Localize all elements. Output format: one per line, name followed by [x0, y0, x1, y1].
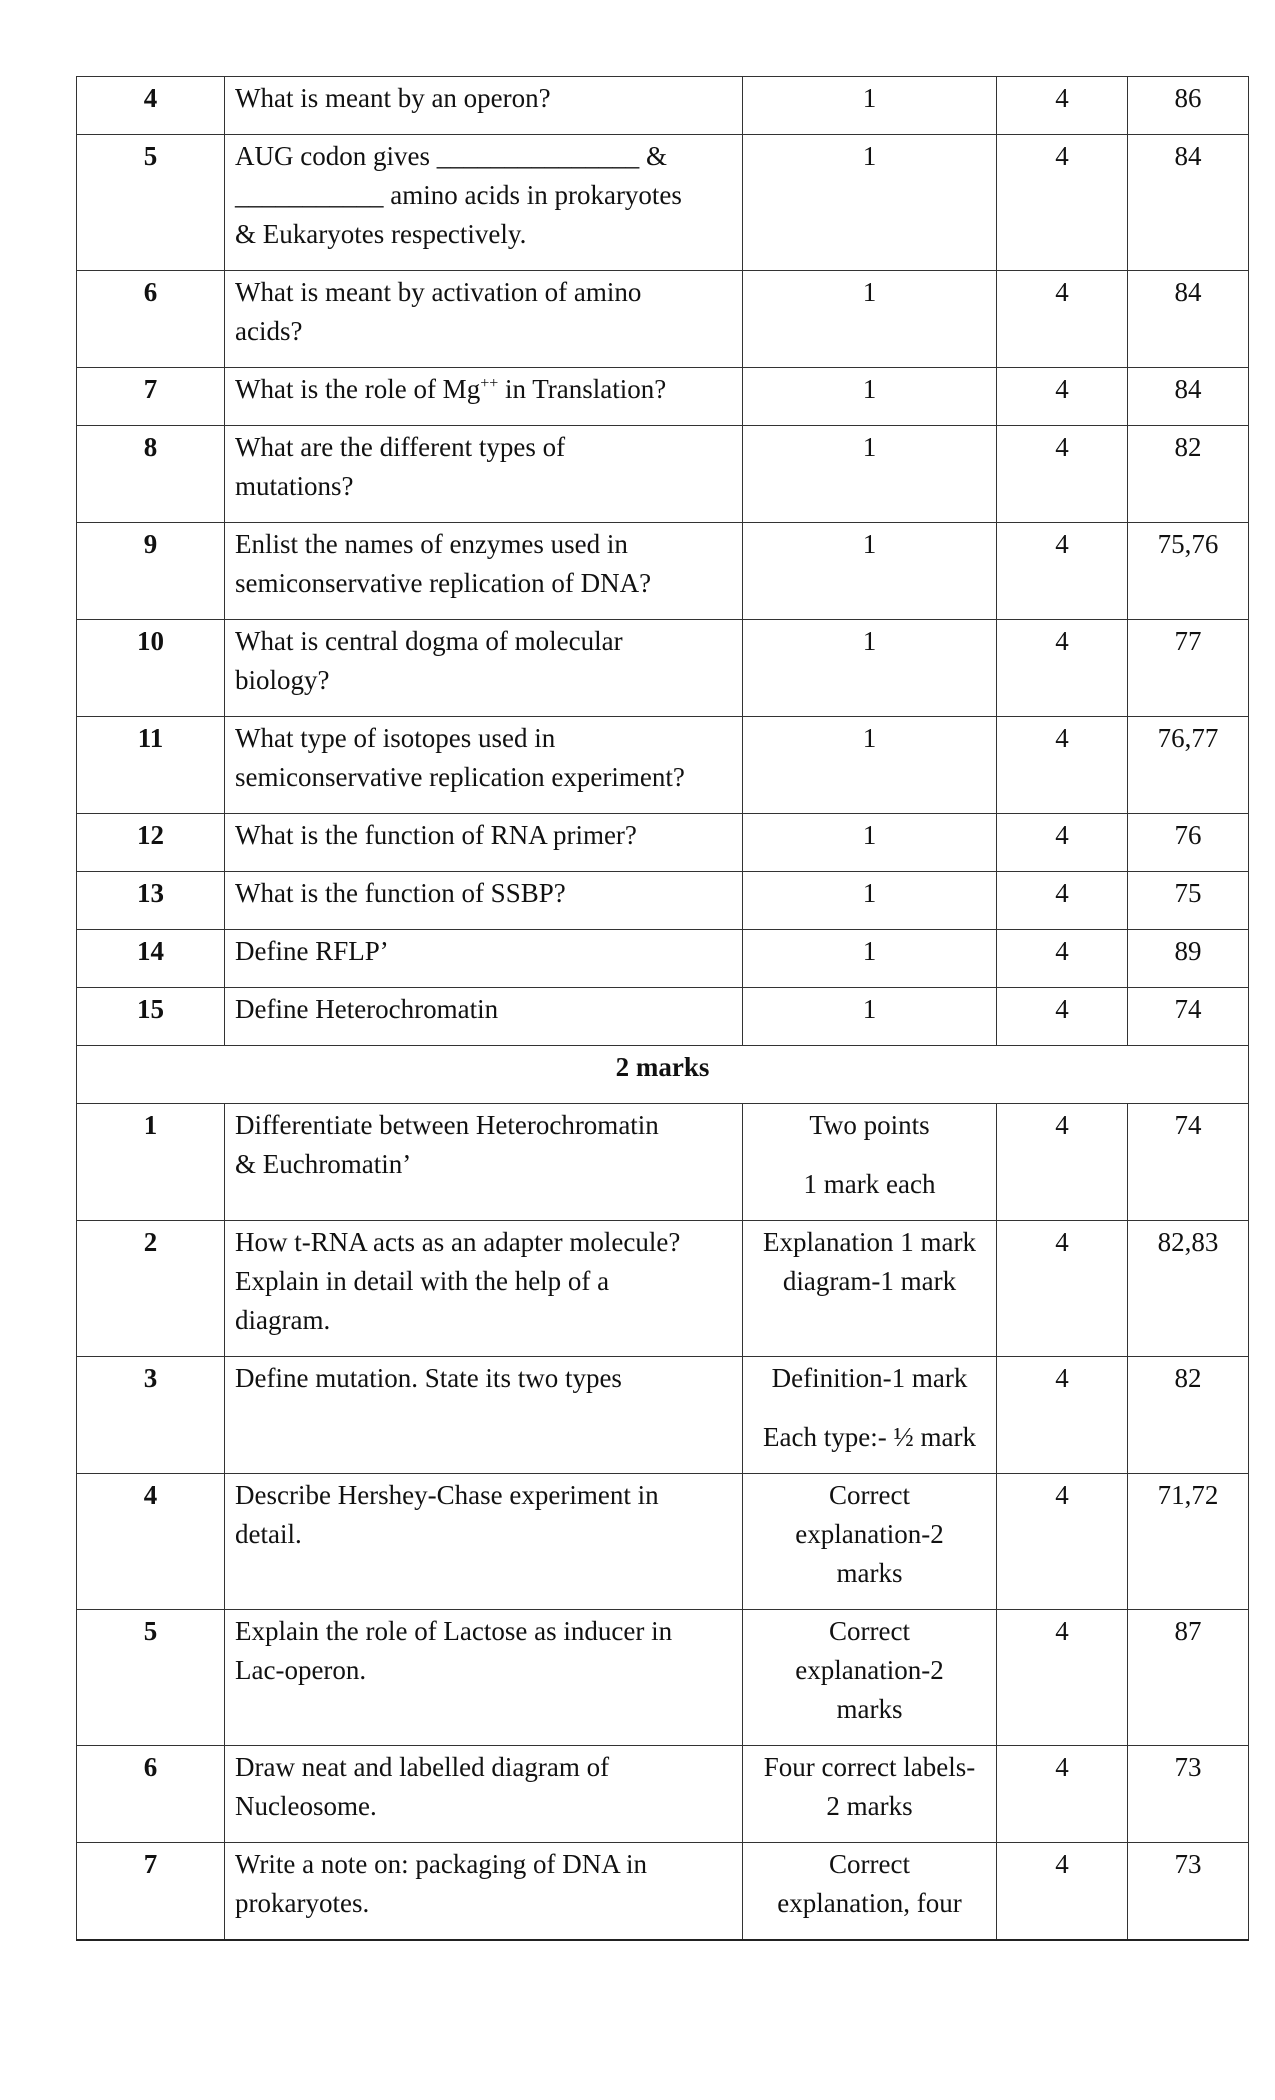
table-row	[77, 1474, 1249, 1610]
question-line: Describe Hershey-Chase experiment in	[235, 1480, 659, 1510]
page-cell: 71,72	[1128, 1474, 1249, 1610]
unit-cell: 4	[997, 988, 1128, 1046]
question-number: 2	[77, 1221, 225, 1357]
page-cell: 82,83	[1128, 1221, 1249, 1357]
question-number: 13	[77, 872, 225, 930]
question-text	[225, 426, 743, 523]
marks-cell: 1	[743, 930, 997, 988]
table-row	[77, 523, 1249, 620]
question-text	[225, 620, 743, 717]
marks-cell: 1	[743, 135, 997, 271]
table-row	[77, 1221, 1249, 1357]
page-cell: 73	[1128, 1843, 1249, 1941]
question-text	[225, 1746, 743, 1843]
marking-scheme	[743, 1474, 997, 1610]
marking-scheme	[743, 1843, 997, 1941]
marks-cell: 1	[743, 717, 997, 814]
table-row	[77, 814, 1249, 872]
page-cell: 76,77	[1128, 717, 1249, 814]
scheme-line: 1 mark each	[803, 1169, 936, 1199]
question-number: 4	[77, 77, 225, 135]
question-line: semiconservative replication experiment?	[235, 762, 685, 792]
question-line: biology?	[235, 665, 330, 695]
unit-cell: 4	[997, 1746, 1128, 1843]
question-number: 15	[77, 988, 225, 1046]
question-text: What is the function of SSBP?	[225, 872, 743, 930]
marking-scheme	[743, 1104, 997, 1221]
marks-cell: 1	[743, 872, 997, 930]
unit-cell: 4	[997, 1104, 1128, 1221]
table-row	[77, 368, 1249, 426]
question-text	[225, 368, 743, 426]
question-line: Explain in detail with the help of a	[235, 1266, 610, 1296]
question-number: 14	[77, 930, 225, 988]
unit-cell: 4	[997, 523, 1128, 620]
question-number: 6	[77, 1746, 225, 1843]
page-cell: 84	[1128, 368, 1249, 426]
question-text: What is the function of RNA primer?	[225, 814, 743, 872]
question-line: & Euchromatin’	[235, 1149, 412, 1179]
question-table	[76, 76, 1249, 1941]
unit-cell: 4	[997, 271, 1128, 368]
question-line: & Eukaryotes respectively.	[235, 219, 527, 249]
question-number: 11	[77, 717, 225, 814]
scheme-line: marks	[836, 1694, 903, 1724]
question-line: acids?	[235, 316, 303, 346]
question-line: prokaryotes.	[235, 1888, 370, 1918]
table-row	[77, 620, 1249, 717]
question-text	[225, 1610, 743, 1746]
question-line: Explain the role of Lactose as inducer in	[235, 1616, 673, 1646]
page-cell: 73	[1128, 1746, 1249, 1843]
superscript: ++	[480, 375, 499, 392]
scheme-line: Correct	[829, 1849, 910, 1879]
scheme-line: Definition-1 mark	[771, 1363, 968, 1393]
question-text	[225, 523, 743, 620]
question-number: 7	[77, 1843, 225, 1941]
question-number: 8	[77, 426, 225, 523]
question-text	[225, 1104, 743, 1221]
question-number: 9	[77, 523, 225, 620]
question-line: How t-RNA acts as an adapter molecule?	[235, 1227, 681, 1257]
question-number: 7	[77, 368, 225, 426]
question-text	[225, 135, 743, 271]
table-row	[77, 872, 1249, 930]
unit-cell: 4	[997, 1357, 1128, 1474]
question-number: 6	[77, 271, 225, 368]
question-text	[225, 1474, 743, 1610]
question-line: diagram.	[235, 1305, 331, 1335]
question-line: Differentiate between Heterochromatin	[235, 1110, 659, 1140]
question-line: detail.	[235, 1519, 302, 1549]
page-cell: 75	[1128, 872, 1249, 930]
table-row	[77, 271, 1249, 368]
question-number: 3	[77, 1357, 225, 1474]
scheme-line: explanation-2	[795, 1655, 944, 1685]
marking-scheme	[743, 1221, 997, 1357]
section-heading: 2 marks	[77, 1046, 1249, 1104]
question-text	[225, 271, 743, 368]
question-line: What type of isotopes used in	[235, 723, 556, 753]
question-text: Define Heterochromatin	[225, 988, 743, 1046]
table-row	[77, 988, 1249, 1046]
question-text	[225, 1221, 743, 1357]
question-line: ___________ amino acids in prokaryotes	[235, 180, 682, 210]
marks-cell: 1	[743, 77, 997, 135]
page-cell: 82	[1128, 426, 1249, 523]
table-row	[77, 1610, 1249, 1746]
table-row	[77, 1104, 1249, 1221]
scheme-line: marks	[836, 1558, 903, 1588]
marking-scheme	[743, 1610, 997, 1746]
page-cell: 84	[1128, 135, 1249, 271]
scheme-line: Correct	[829, 1616, 910, 1646]
table-row	[77, 930, 1249, 988]
table-row	[77, 1746, 1249, 1843]
unit-cell: 4	[997, 1843, 1128, 1941]
question-text	[225, 717, 743, 814]
table-row	[77, 135, 1249, 271]
table-row	[77, 426, 1249, 523]
scheme-line: 2 marks	[826, 1791, 913, 1821]
question-number: 5	[77, 135, 225, 271]
question-line: Draw neat and labelled diagram of	[235, 1752, 610, 1782]
page-cell: 86	[1128, 77, 1249, 135]
marks-cell: 1	[743, 368, 997, 426]
marks-cell: 1	[743, 271, 997, 368]
question-line: semiconservative replication of DNA?	[235, 568, 652, 598]
marks-cell: 1	[743, 426, 997, 523]
marks-cell: 1	[743, 988, 997, 1046]
marking-scheme	[743, 1746, 997, 1843]
question-line: What is meant by activation of amino	[235, 277, 642, 307]
marks-cell: 1	[743, 523, 997, 620]
question-line: Lac-operon.	[235, 1655, 367, 1685]
question-text-part: in Translation?	[498, 374, 667, 404]
unit-cell: 4	[997, 930, 1128, 988]
table-row	[77, 77, 1249, 135]
table-row	[77, 1843, 1249, 1941]
unit-cell: 4	[997, 135, 1128, 271]
question-line: What are the different types of	[235, 432, 566, 462]
question-line: Enlist the names of enzymes used in	[235, 529, 628, 559]
question-number: 5	[77, 1610, 225, 1746]
scheme-line: Two points	[809, 1110, 930, 1140]
page-cell: 77	[1128, 620, 1249, 717]
marking-scheme	[743, 1357, 997, 1474]
unit-cell: 4	[997, 872, 1128, 930]
unit-cell: 4	[997, 1610, 1128, 1746]
page-cell: 84	[1128, 271, 1249, 368]
question-number: 12	[77, 814, 225, 872]
table-row	[77, 1357, 1249, 1474]
scheme-line: diagram-1 mark	[782, 1266, 957, 1296]
page-cell: 82	[1128, 1357, 1249, 1474]
question-text	[225, 1843, 743, 1941]
question-number: 4	[77, 1474, 225, 1610]
question-line: mutations?	[235, 471, 354, 501]
scheme-line: Each type:- ½ mark	[763, 1422, 976, 1452]
question-line: Write a note on: packaging of DNA in	[235, 1849, 648, 1879]
question-text: Define mutation. State its two types	[225, 1357, 743, 1474]
question-text: What is meant by an operon?	[225, 77, 743, 135]
question-number: 10	[77, 620, 225, 717]
unit-cell: 4	[997, 717, 1128, 814]
table-row	[77, 717, 1249, 814]
scheme-line: Four correct labels-	[763, 1752, 976, 1782]
unit-cell: 4	[997, 1474, 1128, 1610]
question-text: Define RFLP’	[225, 930, 743, 988]
unit-cell: 4	[997, 620, 1128, 717]
section-row	[77, 1046, 1249, 1104]
question-line: What is central dogma of molecular	[235, 626, 623, 656]
scheme-line: Explanation 1 mark	[763, 1227, 976, 1257]
question-line: AUG codon gives _______________ &	[235, 141, 667, 171]
unit-cell: 4	[997, 426, 1128, 523]
question-text-part: What is the role of Mg	[235, 374, 481, 404]
unit-cell: 4	[997, 1221, 1128, 1357]
scheme-line: explanation, four	[777, 1888, 962, 1918]
page-cell: 89	[1128, 930, 1249, 988]
page-cell: 87	[1128, 1610, 1249, 1746]
page-cell: 76	[1128, 814, 1249, 872]
question-line: Nucleosome.	[235, 1791, 377, 1821]
unit-cell: 4	[997, 368, 1128, 426]
scheme-line: explanation-2	[795, 1519, 944, 1549]
marks-cell: 1	[743, 620, 997, 717]
unit-cell: 4	[997, 77, 1128, 135]
page-cell: 74	[1128, 1104, 1249, 1221]
marks-cell: 1	[743, 814, 997, 872]
scheme-line: Correct	[829, 1480, 910, 1510]
page-cell: 74	[1128, 988, 1249, 1046]
question-number: 1	[77, 1104, 225, 1221]
page-cell: 75,76	[1128, 523, 1249, 620]
unit-cell: 4	[997, 814, 1128, 872]
